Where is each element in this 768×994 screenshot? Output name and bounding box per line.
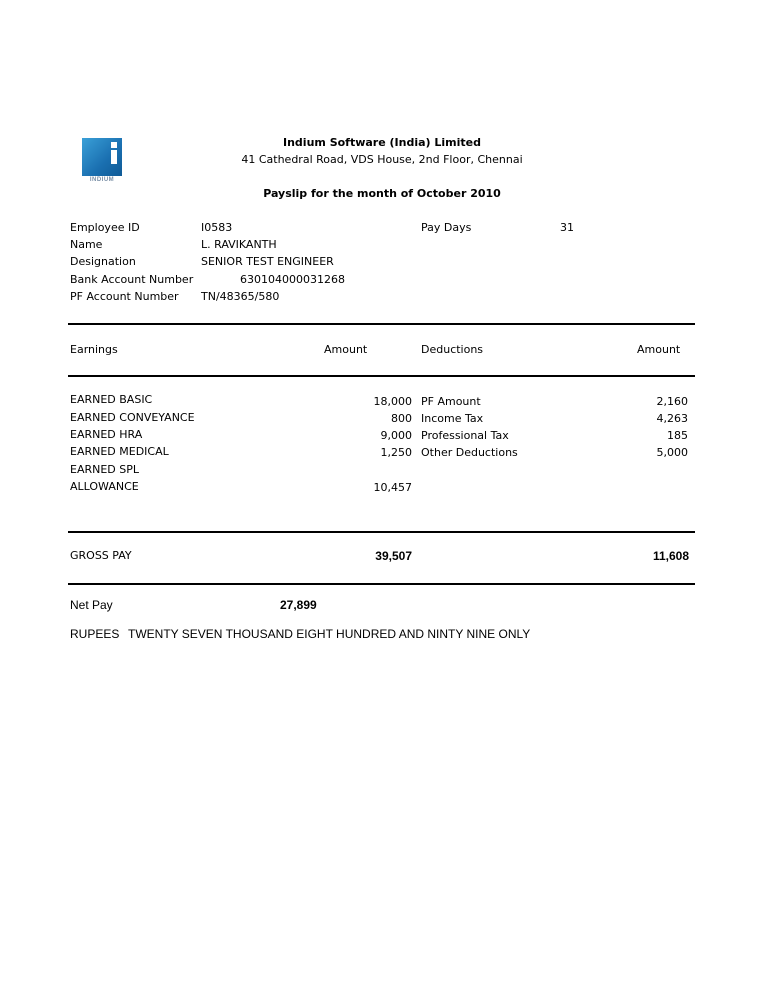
deduction-label: Professional Tax <box>421 429 509 442</box>
earning-label: EARNED MEDICAL <box>70 445 169 458</box>
company-name: Indium Software (India) Limited <box>283 136 481 149</box>
earning-amount: 9,000 <box>380 429 412 442</box>
amount-in-words: TWENTY SEVEN THOUSAND EIGHT HUNDRED AND NINTY NINE ONLY <box>128 627 531 641</box>
divider-header <box>68 375 695 377</box>
divider-gross-top <box>68 531 695 533</box>
employee-name-value: L. RAVIKANTH <box>201 238 277 251</box>
payslip-title: Payslip for the month of October 2010 <box>263 187 501 200</box>
deduction-amount: 2,160 <box>656 395 688 408</box>
pay-days-label: Pay Days <box>421 221 472 234</box>
designation-label: Designation <box>70 255 136 268</box>
pf-account-value: TN/48365/580 <box>201 290 280 303</box>
earning-label: EARNED HRA <box>70 428 143 441</box>
divider-gross-bottom <box>68 583 695 585</box>
bank-account-label: Bank Account Number <box>70 273 194 286</box>
earning-label: EARNED SPL <box>70 463 140 476</box>
deduction-amount: 185 <box>667 429 688 442</box>
deduction-label: PF Amount <box>421 395 481 408</box>
logo-text: INDIUM <box>89 177 115 183</box>
pay-days-value: 31 <box>560 221 574 234</box>
deduction-amount: 5,000 <box>656 446 688 459</box>
employee-id-label: Employee ID <box>70 221 140 234</box>
earning-label: EARNED CONVEYANCE <box>70 411 195 424</box>
gross-earnings-total: 39,507 <box>375 549 412 563</box>
net-pay-value: 27,899 <box>280 598 317 612</box>
earnings-amount-header: Amount <box>324 343 368 356</box>
deductions-header: Deductions <box>421 343 484 356</box>
earning-amount: 10,457 <box>373 481 412 494</box>
amount-in-words-prefix: RUPEES <box>70 627 120 641</box>
earning-amount: 800 <box>391 412 412 425</box>
earnings-header: Earnings <box>70 343 118 356</box>
employee-id-value: I0583 <box>201 221 233 234</box>
deduction-amount: 4,263 <box>656 412 688 425</box>
earning-amount: 1,250 <box>380 446 412 459</box>
designation-value: SENIOR TEST ENGINEER <box>201 255 334 268</box>
employee-name-label: Name <box>70 238 103 251</box>
pf-account-label: PF Account Number <box>70 290 179 303</box>
gross-pay-label: GROSS PAY <box>70 549 132 562</box>
earning-amount: 18,000 <box>373 395 412 408</box>
deduction-label: Income Tax <box>421 412 484 425</box>
earning-label: EARNED BASIC <box>70 393 153 406</box>
divider-top <box>68 323 695 325</box>
net-pay-label: Net Pay <box>70 598 113 612</box>
bank-account-value: 630104000031268 <box>240 273 345 286</box>
gross-deductions-total: 11,608 <box>652 549 689 563</box>
deductions-amount-header: Amount <box>637 343 681 356</box>
earning-label: ALLOWANCE <box>70 480 139 493</box>
company-address: 41 Cathedral Road, VDS House, 2nd Floor, Chennai <box>241 153 523 166</box>
deduction-label: Other Deductions <box>421 446 518 459</box>
